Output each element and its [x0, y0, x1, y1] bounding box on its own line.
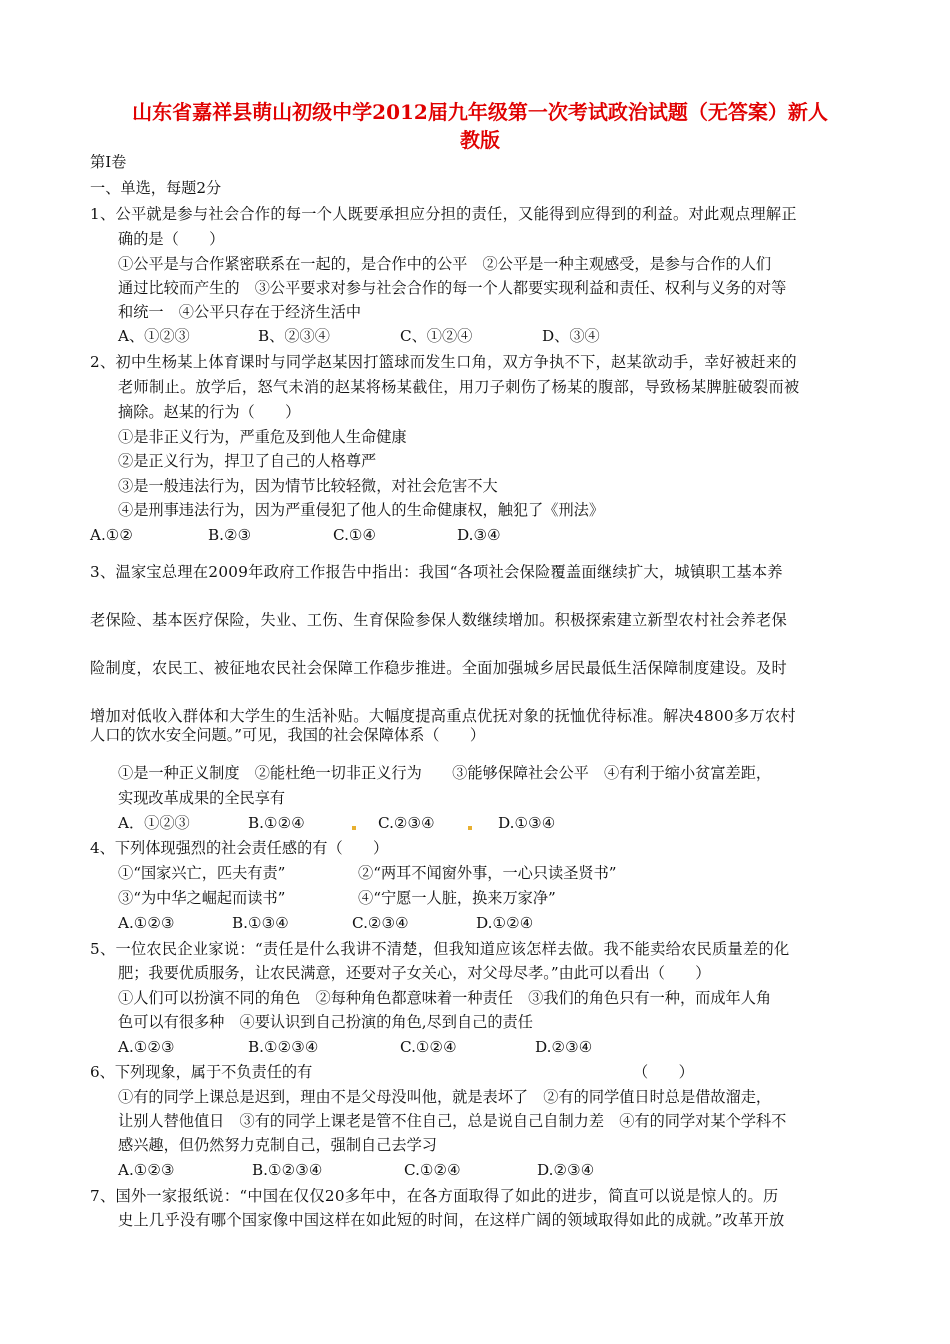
q6-answer-paren: （ ）	[633, 1063, 694, 1081]
q4-option-1: ①“国家兴亡，匹夫有责”	[118, 864, 286, 882]
q6-choice-a: A.①②③	[118, 1161, 175, 1179]
q5-stem-line-2: 肥；我要优质服务，让农民满意，还要对子女关心，对父母尽孝。”由此可以看出（ ）	[118, 964, 711, 982]
q2-option-4: ④是刑事违法行为，因为严重侵犯了他人的生命健康权，触犯了《刑法》	[118, 501, 604, 519]
q2-choice-a: A.①②	[90, 526, 134, 544]
q6-choice-d: D.②③④	[537, 1161, 595, 1179]
q5-options-line-2: 色可以有很多种 ④要认识到自己扮演的角色,尽到自己的责任	[118, 1013, 533, 1031]
q1-choice-a: A、①②③	[118, 327, 190, 345]
section-label: 第Ⅰ卷	[90, 153, 127, 171]
q3-choice-b: B.①②④	[248, 814, 305, 832]
q2-choice-c: C.①④	[333, 526, 377, 544]
q4-choice-c: C.②③④	[352, 914, 409, 932]
q1-options-line-3: 和统一 ④公平只存在于经济生活中	[118, 303, 361, 321]
q6-stem: 6、下列现象，属于不负责任的有	[90, 1063, 313, 1081]
q4-option-3: ③“为中华之崛起而读书”	[118, 889, 286, 907]
q6-choice-b: B.①②③④	[252, 1161, 323, 1179]
q3-options-line-1: ①是一种正义制度 ②能杜绝一切非正义行为 ③能够保障社会公平 ④有利于缩小贫富差距，	[118, 764, 772, 782]
q2-choice-d: D.③④	[457, 526, 501, 544]
part-heading: 一、单选，每题2分	[90, 179, 222, 197]
q7-stem-line-2: 史上几乎没有哪个国家像中国这样在如此短的时间，在这样广阔的领域取得如此的成就。”改革开放	[118, 1211, 785, 1229]
q5-choice-a: A.①②③	[118, 1038, 175, 1056]
q4-option-4: ④“宁愿一人脏，换来万家净”	[358, 889, 556, 907]
q6-options-line-1: ①有的同学上课总是迟到，理由不是父母没叫他，就是表坏了 ②有的同学值日时总是借故溜走，	[118, 1088, 772, 1106]
q5-stem-line-1: 5、一位农民企业家说：“责任是什么我讲不清楚，但我知道应该怎样去做。我不能卖给农民质量差的化	[90, 940, 790, 958]
q3-choice-d: D.①③④	[498, 814, 556, 832]
q4-option-2: ②“两耳不闻窗外事，一心只读圣贤书”	[358, 864, 617, 882]
exam-title-line-1: 山东省嘉祥县萌山初级中学2012届九年级第一次考试政治试题（无答案）新人	[132, 100, 828, 124]
q5-choice-b: B.①②③④	[248, 1038, 319, 1056]
q4-choice-d: D.①②④	[476, 914, 534, 932]
q5-choice-c: C.①②④	[400, 1038, 457, 1056]
q2-option-3: ③是一般违法行为，因为情节比较轻微，对社会危害不大	[118, 477, 498, 495]
q3-options-line-2: 实现改革成果的全民享有	[118, 789, 286, 807]
q3-choice-a: A．①②③	[118, 814, 190, 832]
q6-options-line-3: 感兴趣，但仍然努力克制自己，强制自己去学习	[118, 1136, 437, 1154]
exam-title	[90, 98, 870, 154]
q7-stem-line-1: 7、国外一家报纸说：“中国在仅仅20多年中，在各方面取得了如此的进步，简直可以说是惊人的。历	[90, 1187, 779, 1205]
q1-choice-b: B、②③④	[258, 327, 330, 345]
q3-stem-line-1: 3、温家宝总理在2009年政府工作报告中指出：我国“各项社会保险覆盖面继续扩大，城镇职工基本养	[90, 563, 783, 581]
highlight-mark	[352, 826, 356, 830]
q2-stem-line-3: 摘除。赵某的行为（ ）	[118, 403, 301, 421]
q6-options-line-2: 让别人替他值日 ③有的同学上课老是管不住自己，总是说自己自制力差 ④有的同学对某个学科不	[118, 1112, 787, 1130]
q4-choice-a: A.①②③	[118, 914, 175, 932]
q3-stem-line-2: 老保险、基本医疗保险，失业、工伤、生育保险参保人数继续增加。积极探索建立新型农村社会养老保	[90, 611, 787, 629]
q2-choice-b: B.②③	[208, 526, 252, 544]
q3-stem-line-4: 增加对低收入群体和大学生的生活补贴。大幅度提高重点优抚对象的抚恤优待标准。解决4800多万农村	[90, 707, 796, 725]
q5-choice-d: D.②③④	[535, 1038, 593, 1056]
q3-choice-c: C.②③④	[378, 814, 435, 832]
q1-options-line-2: 通过比较而产生的 ③公平要求对参与社会合作的每一个人都要实现利益和责任、权利与义务的对等	[118, 279, 787, 297]
q3-stem-line-5: 人口的饮水安全问题。”可见，我国的社会保障体系（ ）	[90, 726, 486, 744]
q4-stem: 4、下列体现强烈的社会责任感的有（ ）	[90, 839, 389, 857]
q1-options-line-1: ①公平是与合作紧密联系在一起的，是合作中的公平 ②公平是一种主观感受，是参与合作的人们	[118, 255, 772, 273]
q5-options-line-1: ①人们可以扮演不同的角色 ②每种角色都意味着一种责任 ③我们的角色只有一种，而成年人角	[118, 989, 772, 1007]
q1-stem-line-1: 1、公平就是参与社会合作的每一个人既要承担应分担的责任，又能得到应得到的利益。对此观点理解正	[90, 205, 797, 223]
highlight-mark	[468, 826, 472, 830]
q2-stem-line-2: 老师制止。放学后，怒气未消的赵某将杨某截住，用刀子刺伤了杨某的腹部，导致杨某脾脏破裂而被	[118, 378, 800, 396]
q4-choice-b: B.①③④	[232, 914, 289, 932]
q1-stem-line-2: 确的是（ ）	[118, 230, 225, 248]
q1-choice-d: D、③④	[542, 327, 600, 345]
q3-stem-line-3: 险制度，农民工、被征地农民社会保障工作稳步推进。全面加强城乡居民最低生活保障制度建设。及时	[90, 659, 787, 677]
q2-option-2: ②是正义行为，捍卫了自己的人格尊严	[118, 452, 377, 470]
q6-choice-c: C.①②④	[404, 1161, 461, 1179]
q2-stem-line-1: 2、初中生杨某上体育课时与同学赵某因打篮球而发生口角，双方争执不下，赵某欲动手，幸好被赶来的	[90, 353, 797, 371]
exam-title-line-2: 教版	[460, 128, 500, 152]
q2-option-1: ①是非正义行为，严重危及到他人生命健康	[118, 428, 407, 446]
q1-choice-c: C、①②④	[400, 327, 473, 345]
